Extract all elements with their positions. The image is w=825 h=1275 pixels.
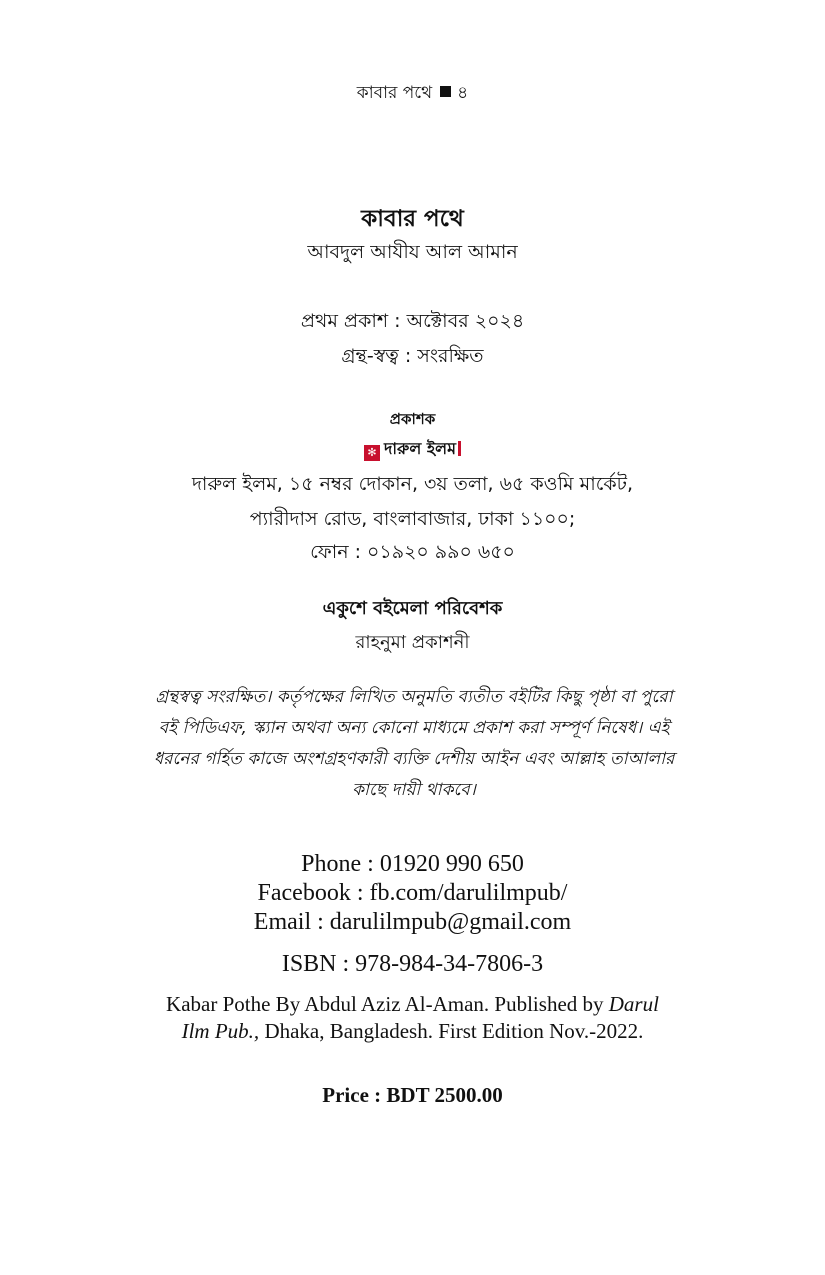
publisher-label: প্রকাশক	[389, 410, 436, 428]
edition-statement	[150, 991, 675, 1045]
book-fair-distributor: রাহনুমা প্রকাশনী	[355, 632, 470, 653]
logo-bar-icon	[458, 441, 461, 456]
contact-facebook: Facebook : fb.com/darulilmpub/	[257, 880, 568, 906]
isbn: ISBN : 978-984-34-7806-3	[281, 951, 544, 977]
edition-text-part1: Kabar Pothe By Abdul Aziz Al-Aman. Published by	[166, 992, 604, 1016]
first-published: প্রথম প্রকাশ : অক্টোবর ২০২৪	[300, 310, 525, 332]
contact-phone: Phone : 01920 990 650	[301, 851, 524, 877]
price: Price : BDT 2500.00	[322, 1083, 503, 1107]
book-fair-label: একুশে বইমেলা পরিবেশক	[322, 598, 503, 619]
publisher-logo	[0, 436, 825, 463]
running-head-title: কাবার পথে	[356, 83, 433, 103]
book-author: আবদুল আযীয আল আমান	[307, 241, 518, 263]
contact-email: Email : darulilmpub@gmail.com	[253, 909, 572, 935]
publisher-logo-text: দারুল ইলম	[384, 439, 456, 458]
copyright-notice: গ্রন্থস্বত্ব সংরক্ষিত। কর্তৃপক্ষের লিখিত অনুমতি ব্যতীত বইটির কিছু পৃষ্ঠা বা পুরো বই পিডিএফ, স্ক্যান অথবা অন্য কোনো মাধ্যমে প্রকাশ করা সম্পূর্ণ নিষেধ। এই ধরনের গর্হিত কাজে অংশগ্রহণকারী ব্যক্তি দেশীয় আইন এবং আল্লাহ তাআলার কাছে দায়ী থাকবে।	[153, 687, 675, 800]
publisher-logo-icon: ✻	[364, 445, 380, 461]
edition-text-part2: Dhaka, Bangladesh. First Edition Nov.-2022.	[264, 1019, 644, 1043]
page-number: ৪	[457, 83, 469, 103]
publisher-address-line2: প্যারীদাস রোড, বাংলাবাজার, ঢাকা ১১০০;	[249, 508, 576, 530]
edition-publisher: Darul Ilm Pub.,	[181, 992, 659, 1043]
square-bullet-icon	[440, 86, 451, 97]
running-head	[0, 80, 825, 108]
copyright-line: গ্রন্থ-স্বত্ব : সংরক্ষিত	[341, 345, 484, 367]
book-title: কাবার পথে	[361, 206, 464, 232]
publisher-phone: ফোন : ০১৯২০ ৯৯০ ৬৫০	[310, 541, 515, 563]
publisher-address-line1: দারুল ইলম, ১৫ নম্বর দোকান, ৩য় তলা, ৬৫ কওমি মার্কেট,	[191, 473, 634, 495]
